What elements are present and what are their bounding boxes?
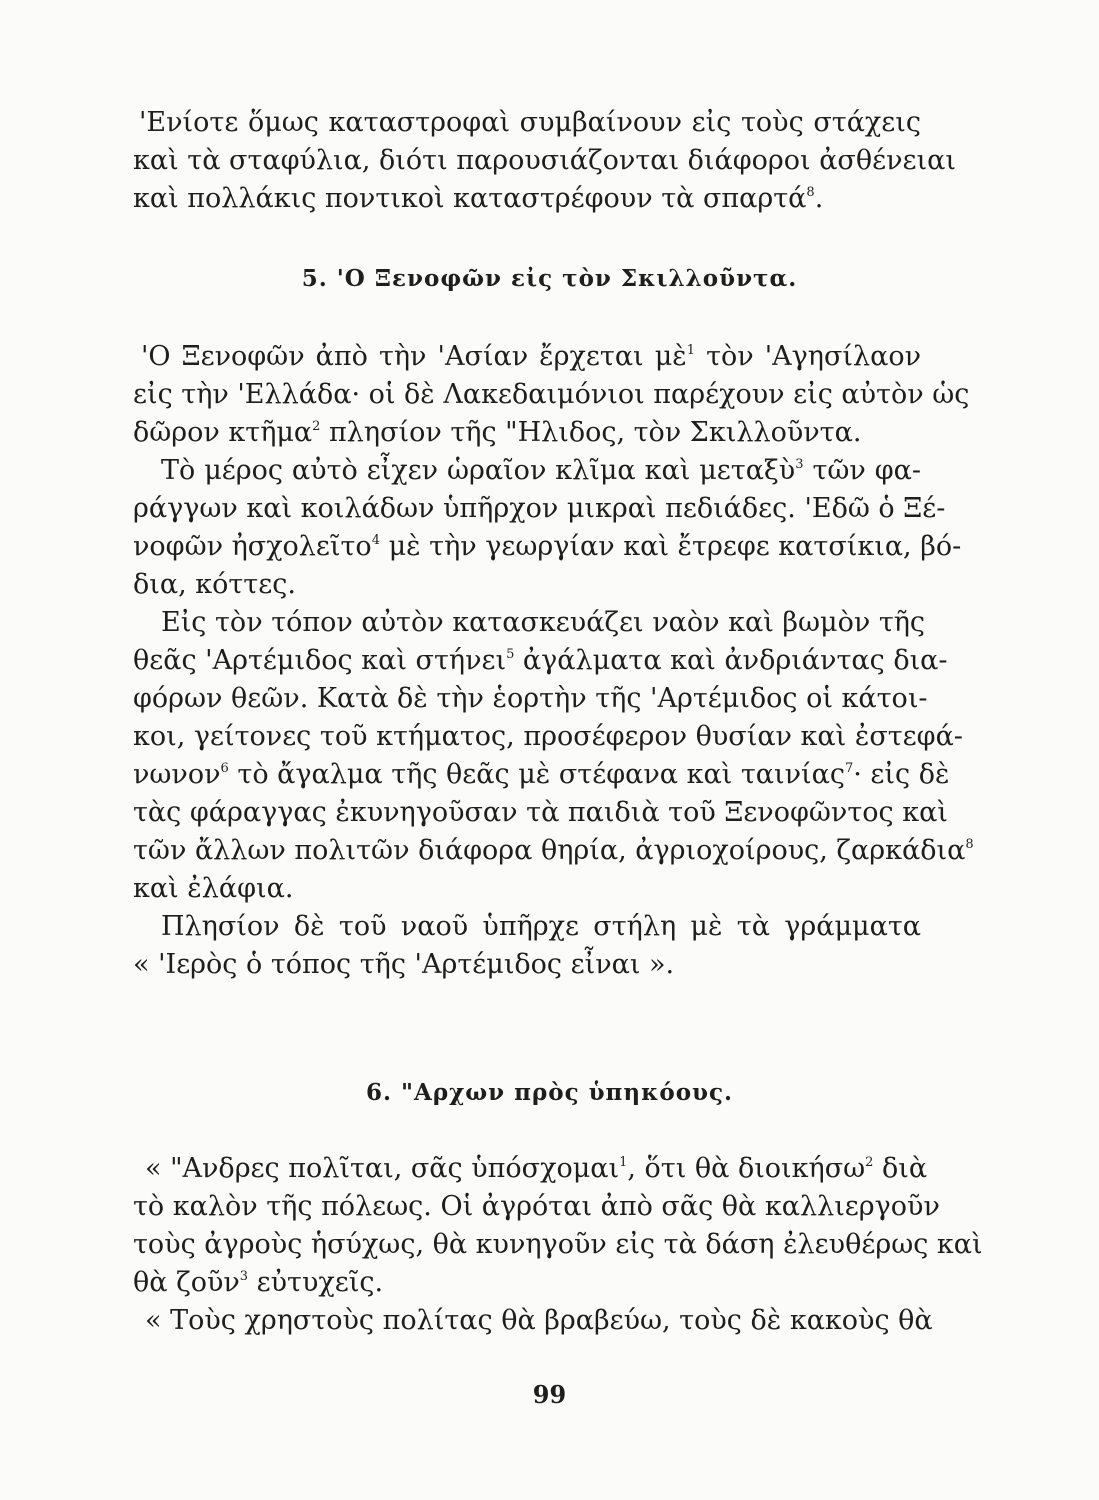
footnote-marker: 4 xyxy=(371,533,380,548)
section-heading: 5. 'Ο Ξενοφῶν εἰς τὸν Σκιλλοῦντα. xyxy=(301,265,798,292)
text-line: θεᾶς 'Αρτέμιδος καὶ στήνει$^5$ ἀγάλματα καὶ ἀνδριάντας δια- xyxy=(133,645,948,676)
intro-paragraph xyxy=(133,104,956,218)
section-5-body xyxy=(133,338,974,984)
text-line: καὶ ἐλάφια. xyxy=(133,873,294,904)
text-line: « 'Ιερὸς ὁ τόπος τῆς 'Αρτέμιδος εἶναι ». xyxy=(133,949,675,980)
text-line: Εἰς τὸν τόπον αὐτὸν κατασκευάζει ναὸν καὶ βωμὸν τῆς xyxy=(161,607,926,638)
footnote-marker: 8 xyxy=(806,185,815,200)
section-heading: 6. "Αρχων πρὸς ὑπηκόους. xyxy=(365,1079,734,1106)
text-line: « "Ανδρες πολῖται, σᾶς ὑπόσχομαι$^1$, ὅτι θὰ διοικήσω$^2$ διὰ xyxy=(145,1153,928,1184)
footnote-marker: 6 xyxy=(220,761,229,776)
footnote-marker: 2 xyxy=(312,419,321,434)
footnote-marker: 1 xyxy=(686,343,696,358)
text-line: τὸ καλὸν τῆς πόλεως. Οἱ ἀγρόται ἀπὸ σᾶς θὰ καλλιεργοῦν xyxy=(133,1191,940,1222)
text-line: Πλησίον δὲ τοῦ ναοῦ ὑπῆρχε στήλη μὲ τὰ γράμματα xyxy=(161,911,921,942)
footnote-marker: 3 xyxy=(795,457,804,472)
footnote-marker: 7 xyxy=(844,761,854,776)
text-line: ράγγων καὶ κοιλάδων ὑπῆρχον μικραὶ πεδιάδες. 'Εδῶ ὁ Ξέ- xyxy=(133,493,946,524)
footnote-marker: 2 xyxy=(865,1155,874,1170)
text-line: φόρων θεῶν. Κατὰ δὲ τὴν ἑορτὴν τῆς 'Αρτέμιδος οἱ κάτοι- xyxy=(133,683,928,714)
section-6-body xyxy=(133,1150,983,1340)
text-line: τὰς φάραγγας ἐκυνηγοῦσαν τὰ παιδιὰ τοῦ Ξενοφῶντος καὶ xyxy=(133,797,948,828)
text-line: Τὸ μέρος αὐτὸ εἶχεν ὡραῖον κλῖμα καὶ μεταξὺ$^3$ τῶν φα- xyxy=(161,455,922,486)
text-line: τοὺς ἀγροὺς ἡσύχως, θὰ κυνηγοῦν εἰς τὰ δάση ἐλευθέρως καὶ xyxy=(133,1229,983,1260)
text-line: δια, κόττες. xyxy=(133,569,296,600)
text-line: καὶ πολλάκις ποντικοὶ καταστρέφουν τὰ σπαρτά$^8$. xyxy=(133,183,824,214)
footnote-marker: 1 xyxy=(619,1155,628,1170)
text-line: δῶρον κτῆμα$^2$ πλησίον τῆς "Ηλιδος, τὸν Σκιλλοῦντα. xyxy=(133,417,862,448)
text-line: καὶ τὰ σταφύλια, διότι παρουσιάζονται διάφοροι ἀσθένειαι xyxy=(133,145,956,176)
text-line: 'Ο Ξενοφῶν ἀπὸ τὴν 'Ασίαν ἔρχεται μὲ$^1$ τὸν 'Αγησίλαον xyxy=(141,341,921,372)
text-line: « Τοὺς χρηστοὺς πολίτας θὰ βραβεύω, τοὺς δὲ κακοὺς θὰ xyxy=(145,1305,933,1336)
footnote-marker: 8 xyxy=(965,837,974,852)
text-line: νοφῶν ἠσχολεῖτο$^4$ μὲ τὴν γεωργίαν καὶ ἔτρεφε κατσίκια, βό- xyxy=(133,531,962,562)
text-line: 'Ενίοτε ὅμως καταστροφαὶ συμβαίνουν εἰς τοὺς στάχεις xyxy=(139,107,921,138)
footnote-marker: 5 xyxy=(506,647,515,662)
text-line: θὰ ζοῦν$^3$ εὐτυχεῖς. xyxy=(133,1267,384,1298)
text-line: τῶν ἄλλων πολιτῶν διάφορα θηρία, ἀγριοχοίρους, ζαρκάδια$^8$ xyxy=(133,835,974,866)
text-line: νωνον$^6$ τὸ ἄγαλμα τῆς θεᾶς μὲ στέφανα καὶ ταινίας$^7$· εἰς δὲ xyxy=(133,759,950,790)
page-number: 99 xyxy=(532,1380,567,1409)
text-line: εἰς τὴν 'Ελλάδα· οἱ δὲ Λακεδαιμόνιοι παρέχουν εἰς αὐτὸν ὡς xyxy=(133,379,970,410)
text-line: κοι, γείτονες τοῦ κτήματος, προσέφερον θυσίαν καὶ ἐστεφά- xyxy=(133,721,963,752)
footnote-marker: 3 xyxy=(239,1269,249,1284)
